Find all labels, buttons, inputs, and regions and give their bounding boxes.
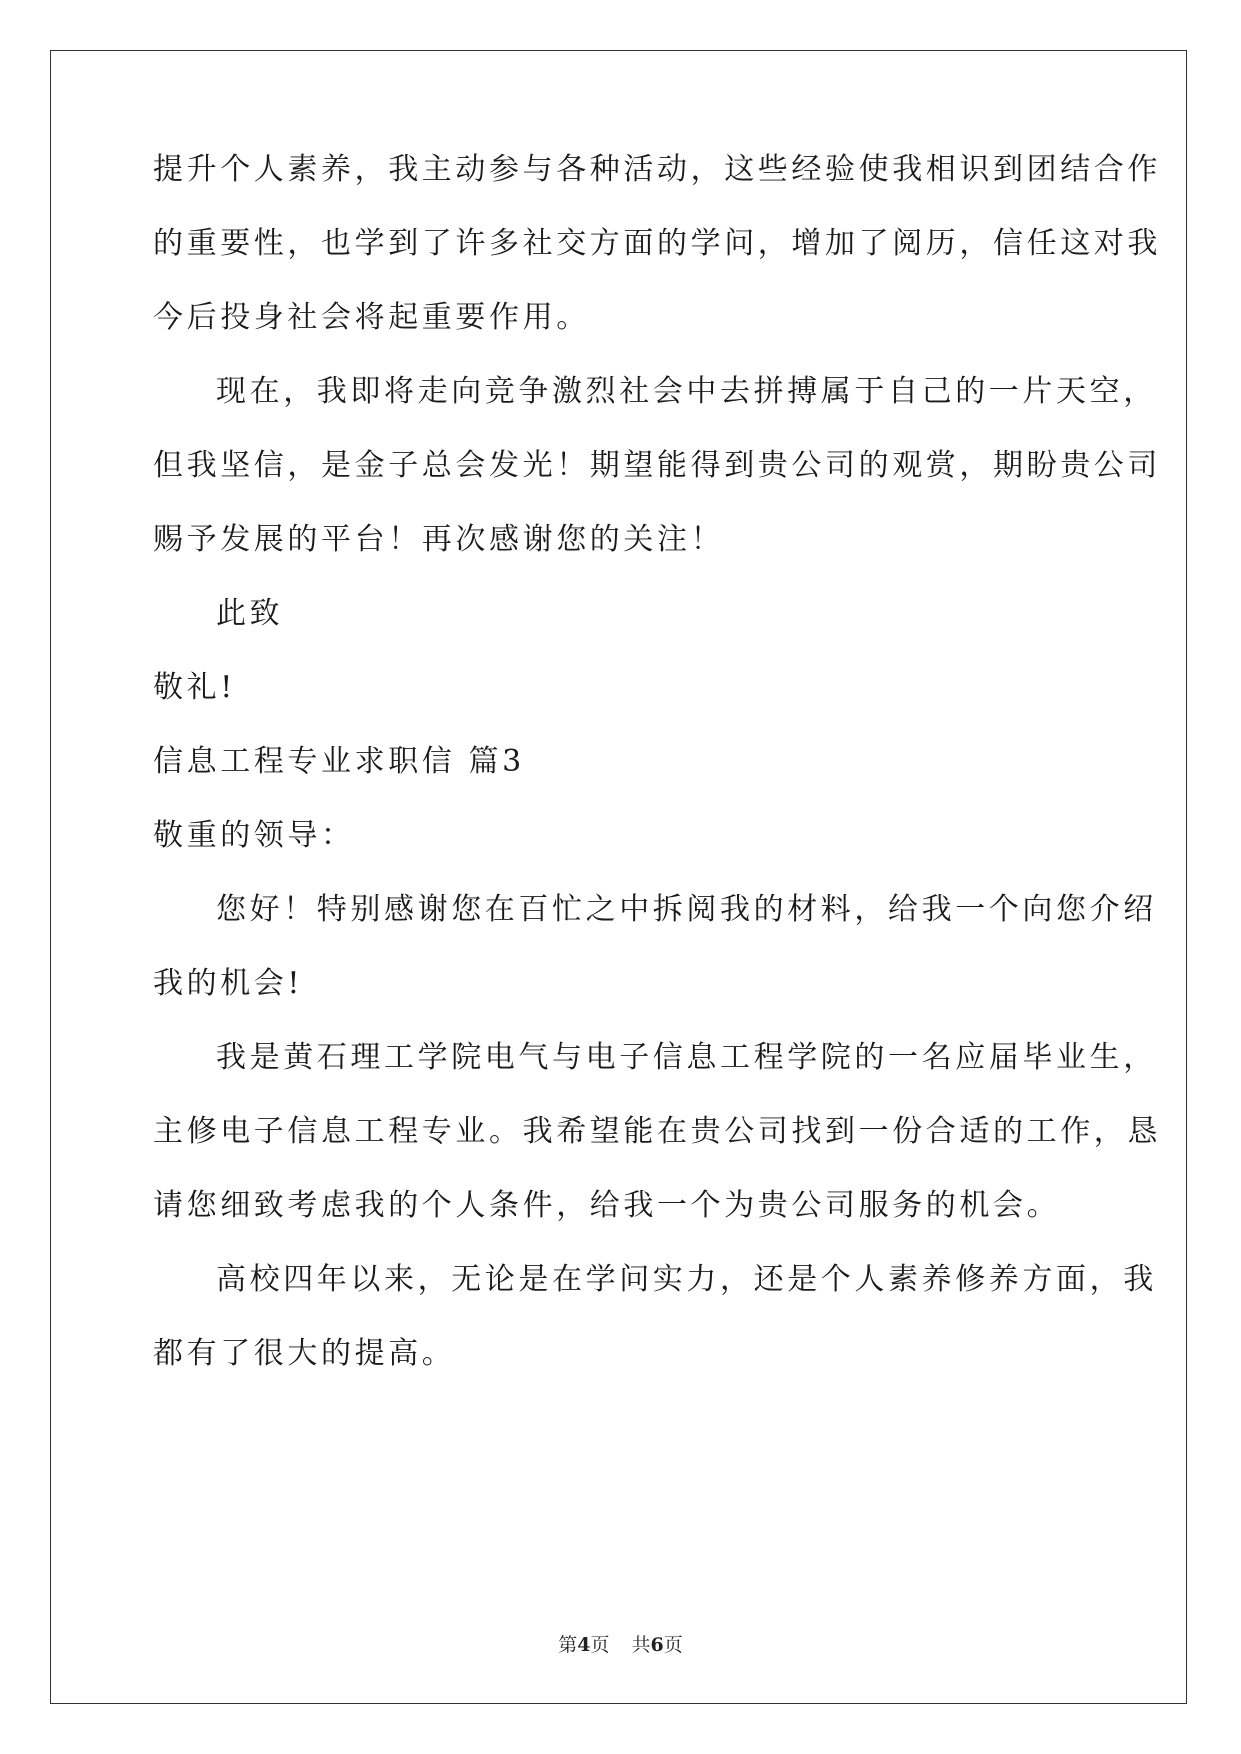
text-line: 的重要性，也学到了许多社交方面的学问，增加了阅历，信任这对我 (153, 226, 1161, 261)
page-total: 6 (650, 1634, 664, 1656)
page-footer (0, 1633, 1241, 1657)
page-prefix: 第 (558, 1634, 578, 1656)
text-line: 我是黄石理工学院电气与电子信息工程学院的一名应届毕业生， (216, 1040, 1157, 1075)
text-line: 现在，我即将走向竞争激烈社会中去拼搏属于自己的一片天空， (216, 374, 1157, 409)
salutation-regards: 敬礼! (153, 670, 236, 705)
text-line: 都有了很大的提高。 (153, 1336, 456, 1371)
text-line: 高校四年以来，无论是在学问实力，还是个人素养修养方面，我 (216, 1262, 1157, 1297)
total-suffix: 页 (663, 1634, 683, 1656)
text-line: 您好！特别感谢您在百忙之中拆阅我的材料，给我一个向您介绍 (216, 892, 1157, 927)
page-suffix: 页 (590, 1634, 610, 1656)
text-line: 主修电子信息工程专业。我希望能在贵公司找到一份合适的工作，恳 (153, 1114, 1161, 1149)
text-line: 赐予发展的平台！再次感谢您的关注！ (153, 522, 725, 557)
salutation-closing: 此致 (216, 596, 284, 631)
text-line: 但我坚信，是金子总会发光！期望能得到贵公司的观赏，期盼贵公司 (153, 448, 1161, 483)
page-current: 4 (577, 1634, 591, 1656)
text-line: 请您细致考虑我的个人条件，给我一个为贵公司服务的机会。 (153, 1188, 1061, 1223)
text-line: 今后投身社会将起重要作用。 (153, 300, 590, 335)
section-heading: 信息工程专业求职信 篇3 (153, 744, 525, 779)
total-prefix: 共 (631, 1634, 651, 1656)
text-line: 我的机会! (153, 966, 304, 1001)
text-line: 提升个人素养，我主动参与各种活动，这些经验使我相识到团结合作 (153, 152, 1161, 187)
greeting: 敬重的领导： (153, 818, 355, 853)
